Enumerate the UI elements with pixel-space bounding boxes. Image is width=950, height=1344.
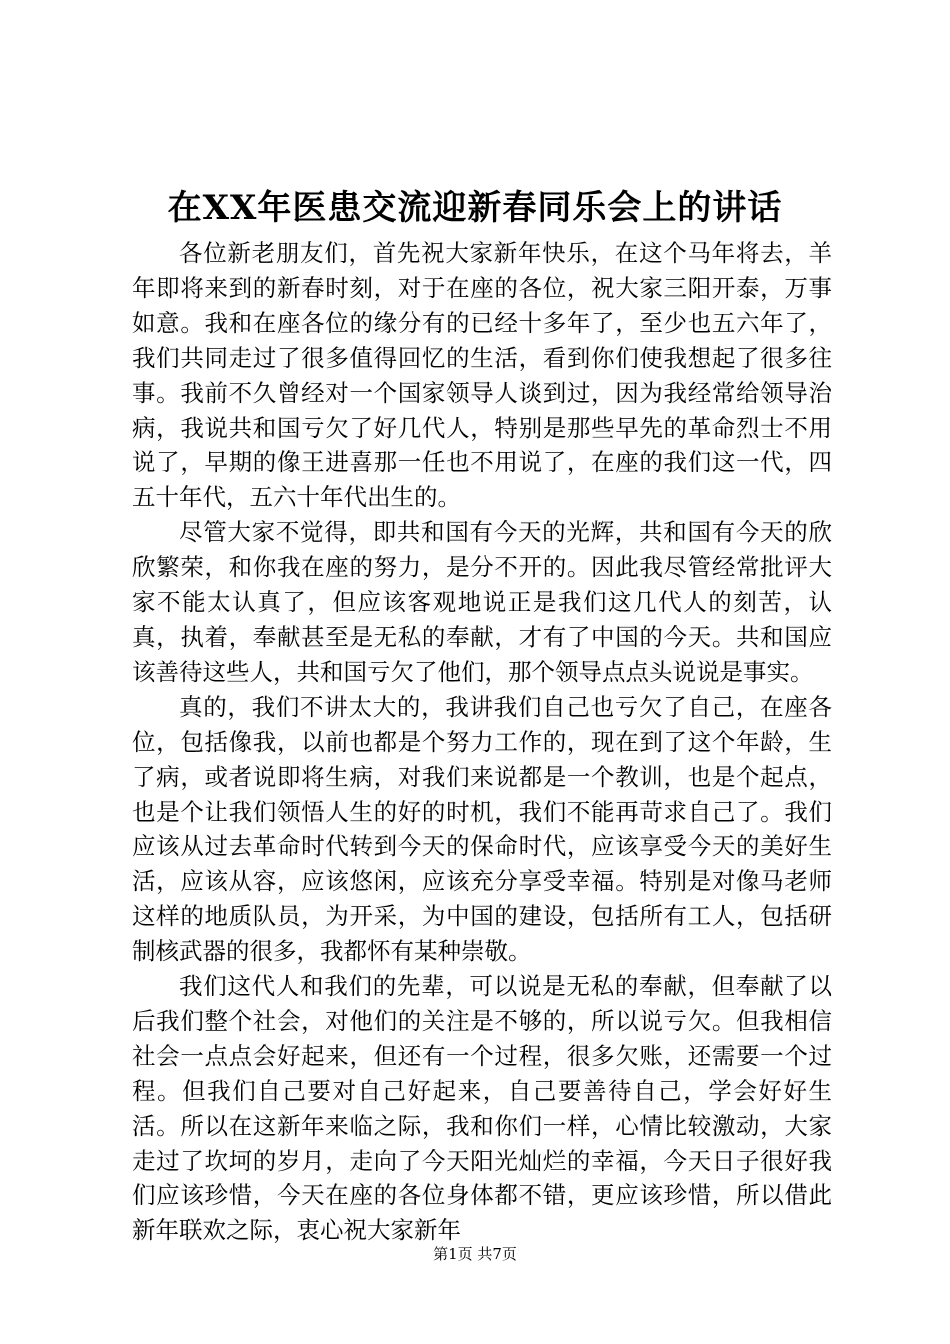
paragraph-3: 真的，我们不讲太大的，我讲我们自己也亏欠了自己，在座各位，包括像我，以前也都是个努力工作的，现在到了这个年龄，生了病，或者说即将生病，对我们来说都是一个教训，也是个起点，也是个让我们领悟人生的好的时机，我们不能再苛求自己了。我们应该从过去革命时代转到今天的保命时代，应该享受今天的美好生活，应该从容，应该悠闲，应该充分享受幸福。特别是对像马老师这样的地质队员，为开采，为中国的建设，包括所有工人，包括研制核武器的很多，我都怀有某种崇敬。 xyxy=(132,692,832,966)
paragraph-2: 尽管大家不觉得，即共和国有今天的光辉，共和国有今天的欣欣繁荣，和你我在座的努力，是分不开的。因此我尽管经常批评大家不能太认真了，但应该客观地说正是我们这几代人的刻苦，认真，执着，奉献甚至是无私的奉献，才有了中国的今天。共和国应该善待这些人，共和国亏欠了他们，那个领导点点头说说是事实。 xyxy=(132,518,832,686)
paragraph-4: 我们这代人和我们的先辈，可以说是无私的奉献，但奉献了以后我们整个社会，对他们的关注是不够的，所以说亏欠。但我相信社会一点点会好起来，但还有一个过程，很多欠账，还需要一个过程。但我们自己要对自己好起来，自己要善待自己，学会好好生活。所以在这新年来临之际，我和你们一样，心情比较激动，大家走过了坎坷的岁月，走向了今天阳光灿烂的幸福，今天日子很好我们应该珍惜，今天在座的各位身体都不错，更应该珍惜，所以借此新年联欢之际，衷心祝大家新年 xyxy=(132,972,832,1245)
document-title: 在XX年医患交流迎新春同乐会上的讲话 xyxy=(167,188,783,228)
page-number: 第1页 共7页 xyxy=(433,1245,517,1263)
document-body xyxy=(132,236,832,1248)
paragraph-1: 各位新老朋友们，首先祝大家新年快乐，在这个马年将去，羊年即将来到的新春时刻，对于在座的各位，祝大家三阳开泰，万事如意。我和在座各位的缘分有的已经十多年了，至少也五六年了，我们共同走过了很多值得回忆的生活，看到你们使我想起了很多往事。我前不久曾经对一个国家领导人谈到过，因为我经常给领导治病，我说共和国亏欠了好几代人，特别是那些早先的革命烈士不用说了，早期的像王进喜那一任也不用说了，在座的我们这一代，四五十年代，五六十年代出生的。 xyxy=(132,239,832,512)
